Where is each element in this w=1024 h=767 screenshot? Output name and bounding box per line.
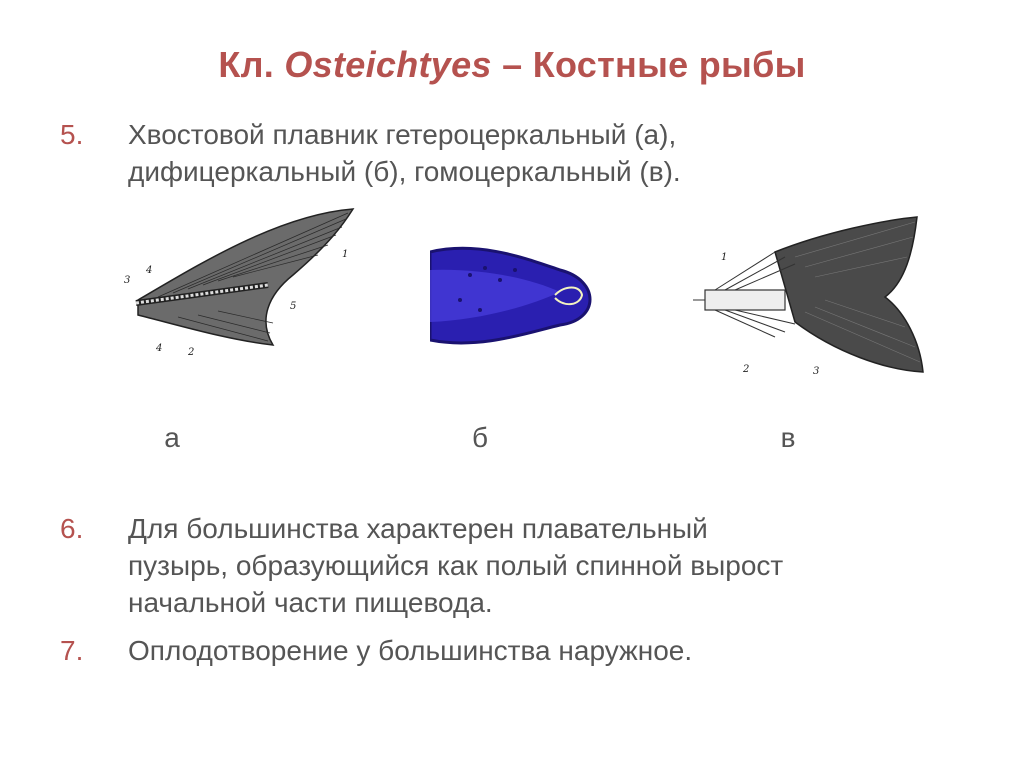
caption-b: б (471, 422, 489, 453)
slide-title (0, 44, 1024, 86)
diphycercal-fin-figure (430, 240, 600, 350)
fig-a-label: 2 (188, 347, 195, 355)
item-line: Для большинства характерен плавательный (128, 513, 708, 544)
caption-c: в (780, 422, 796, 453)
caption-a: а (164, 422, 180, 453)
item-text (128, 632, 948, 669)
title-latin: Osteichtyes (284, 44, 492, 85)
fig-c-label: 3 (813, 366, 820, 377)
fig-a-label: 4 (146, 265, 153, 276)
item-line: Хвостовой плавник гетероцеркальный (а), (128, 119, 677, 150)
item-line: дифицеркальный (б), гомоцеркальный (в). (128, 156, 681, 187)
fig-c-label: 2 (743, 364, 750, 375)
fig-a-label: 1 (342, 249, 349, 260)
item-number: 7. (60, 635, 84, 666)
item-line: начальной части пищевода. (128, 587, 493, 618)
item-number: 5. (60, 119, 84, 150)
fig-a-label: 5 (290, 301, 297, 312)
item-line: пузырь, образующийся как полый спинной вырост (128, 550, 784, 581)
title-prefix: Кл. (218, 44, 285, 85)
item-number: 6. (60, 513, 84, 544)
item-text (128, 116, 948, 190)
fig-a-label: 4 (156, 343, 163, 354)
homocercal-fin-figure (685, 212, 925, 382)
title-suffix: – Костные рыбы (491, 44, 806, 85)
item-text (128, 510, 948, 621)
fig-c-label: 1 (721, 252, 728, 263)
item-line: Оплодотворение у большинства наружное. (128, 635, 693, 666)
fig-a-label: 3 (124, 275, 131, 286)
heterocercal-fin-figure (118, 205, 358, 355)
